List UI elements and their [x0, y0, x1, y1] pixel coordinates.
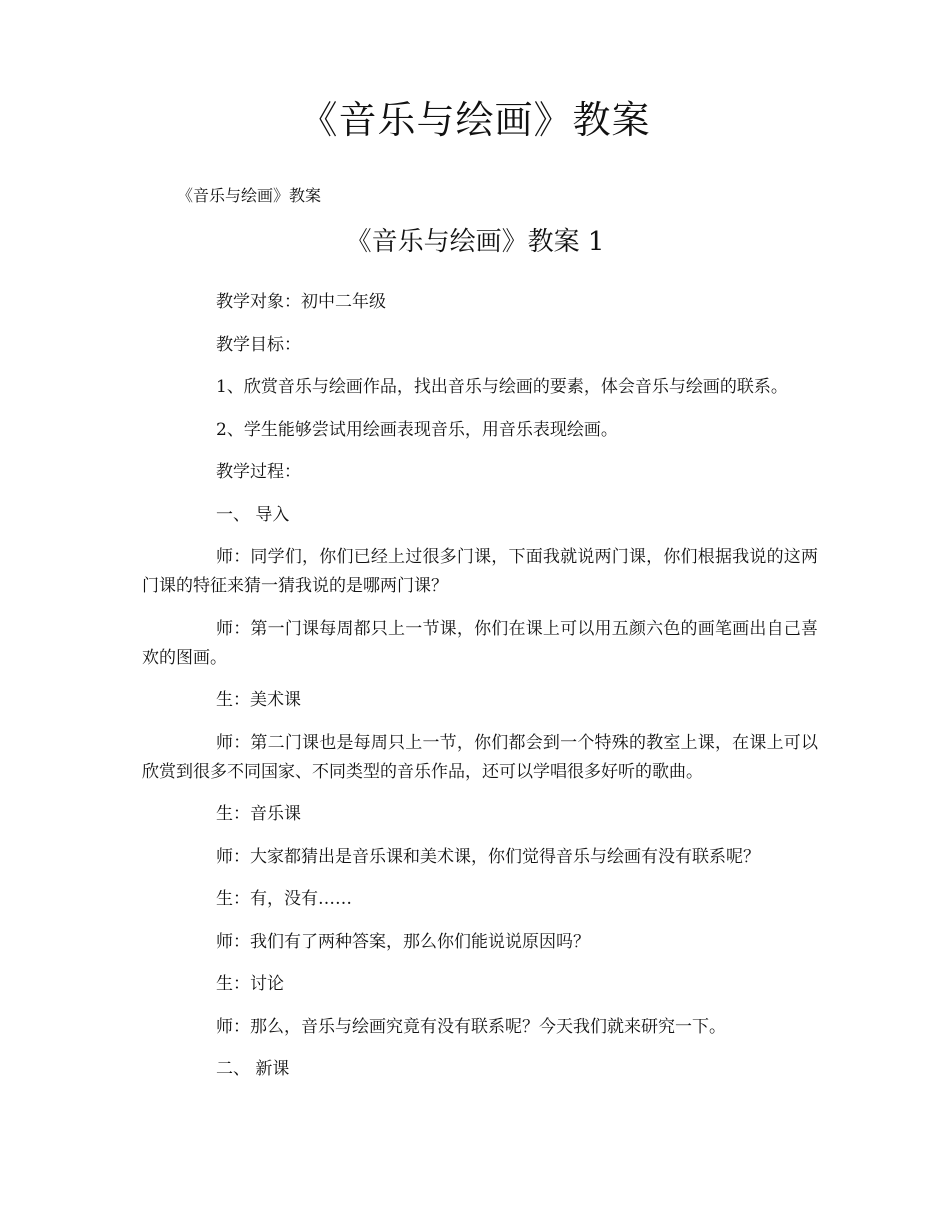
paragraph-goal-2: 2、学生能够尝试用绘画表现音乐，用音乐表现绘画。	[216, 419, 618, 440]
paragraph-dialogue: 生：讨论	[216, 974, 284, 994]
paragraph-dialogue: 师：我们有了两种答案，那么你们能说说原因吗？	[216, 931, 590, 952]
header-note: 《音乐与绘画》教案	[177, 186, 322, 205]
paragraph-dialogue: 师：大家都猜出是音乐课和美术课，你们觉得音乐与绘画有没有联系呢？	[216, 846, 760, 867]
paragraph-dialogue: 师：同学们，你们已经上过很多门课，下面我就说两门课，你们根据我说的这两门课的特征来猜一猜我说的是哪两门课？	[142, 547, 818, 596]
paragraph-teaching-target: 教学对象：初中二年级	[216, 292, 386, 312]
document-body	[142, 288, 818, 1098]
paragraph-dialogue: 师：第二门课也是每周只上一节，你们都会到一个特殊的教室上课，在课上可以欣赏到很多不同国家、不同类型的音乐作品，还可以学唱很多好听的歌曲。	[142, 732, 818, 782]
paragraph-teaching-process: 教学过程：	[216, 462, 301, 482]
section-title: 《音乐与绘画》教案 1	[345, 227, 605, 257]
paragraph-dialogue: 生：音乐课	[216, 804, 301, 824]
document-title: 《音乐与绘画》教案	[299, 98, 651, 142]
paragraph-step-intro: 一、 导入	[216, 504, 290, 525]
paragraph-dialogue: 生：美术课	[216, 690, 301, 710]
paragraph-dialogue: 生：有，没有……	[216, 889, 352, 909]
paragraph-goal-1: 1、欣赏音乐与绘画作品，找出音乐与绘画的要素，体会音乐与绘画的联系。	[216, 377, 788, 397]
paragraph-dialogue: 师：第一门课每周都只上一节课，你们在课上可以用五颜六色的画笔画出自己喜欢的图画。	[142, 618, 818, 668]
paragraph-dialogue: 师：那么，音乐与绘画究竟有没有联系呢？今天我们就来研究一下。	[216, 1016, 726, 1037]
paragraph-teaching-goals: 教学目标：	[216, 334, 301, 355]
paragraph-step-new-lesson: 二、 新课	[216, 1059, 290, 1079]
